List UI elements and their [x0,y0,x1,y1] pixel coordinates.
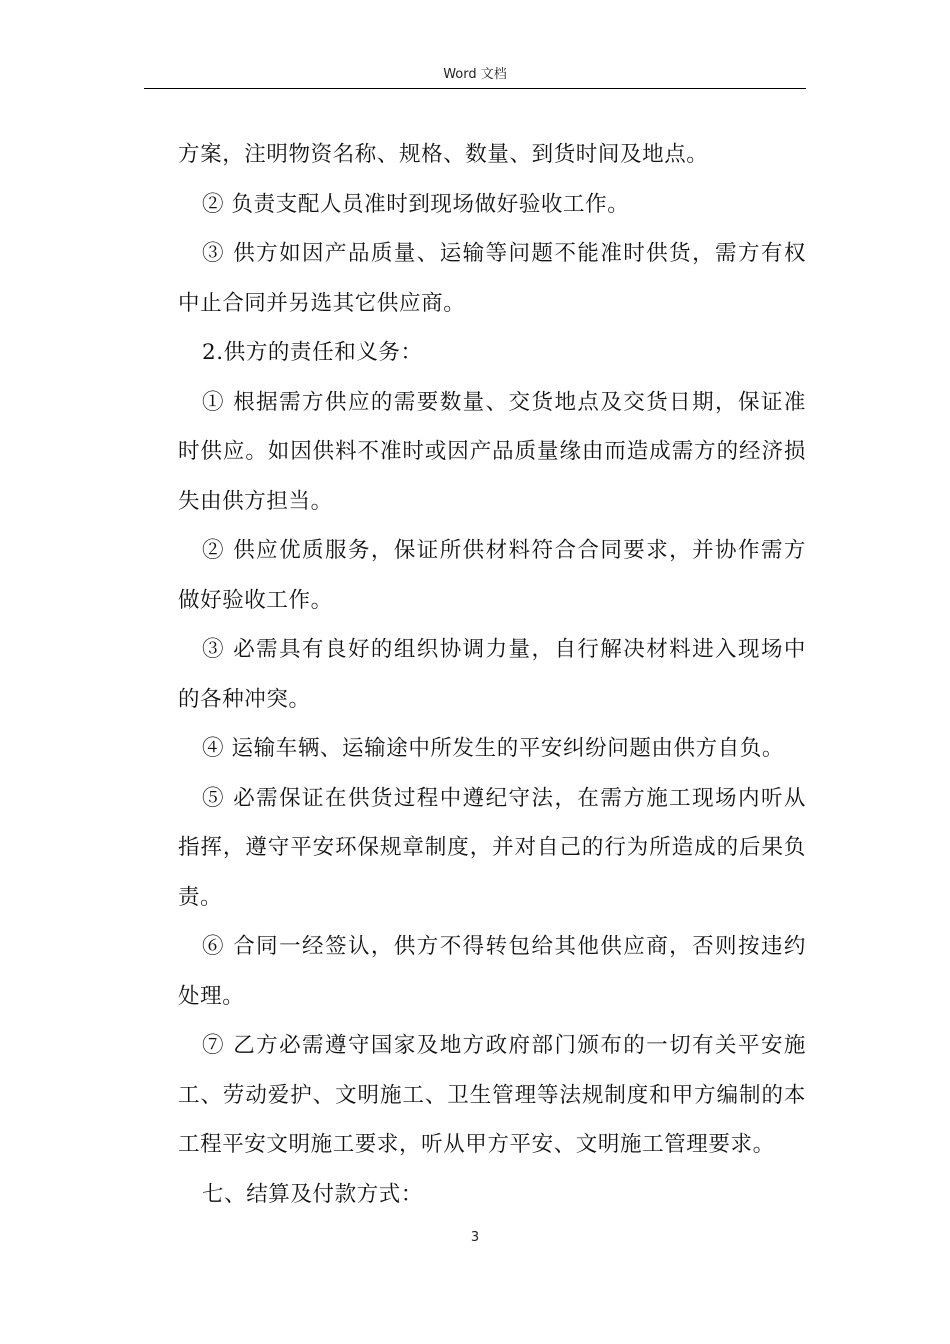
section-heading-settlement: 七、结算及付款方式： [202,1181,424,1207]
paragraph-8: ④ 运输车辆、运输途中所发生的平安纠纷问题由供方自负。 [202,736,785,761]
paragraph-9: ⑤ 必需保证在供货过程中遵纪守法，在需方施工现场内听从指挥，遵守平安环保规章制度，并对自己的行为所造成的后果负责。 [178,785,806,910]
document-body [178,130,806,1219]
paragraph-1: 方案，注明物资名称、规格、数量、到货时间及地点。 [178,142,709,167]
paragraph-4: 2.供方的责任和义务： [202,340,423,365]
paragraph-7: ③ 必需具有良好的组织协调力量，自行解决材料进入现场中的各种冲突。 [178,637,806,712]
page-number: 3 [470,1230,480,1245]
paragraph-5: ① 根据需方供应的需要数量、交货地点及交货日期，保证准时供应。如因供料不准时或因产品质量缘由而造成需方的经济损失由供方担当。 [178,389,806,514]
header-divider [144,88,806,89]
page-header: Word 文档 [443,67,507,82]
paragraph-10: ⑥ 合同一经签认，供方不得转包给其他供应商，否则按违约处理。 [178,934,806,1009]
paragraph-2: ② 负责支配人员准时到现场做好验收工作。 [202,191,630,217]
paragraph-3: ③ 供方如因产品质量、运输等问题不能准时供货，需方有权中止合同并另选其它供应商。 [178,241,806,316]
paragraph-11: ⑦ 乙方必需遵守国家及地方政府部门颁布的一切有关平安施工、劳动爱护、文明施工、卫生管理等法规制度和甲方编制的本工程平安文明施工要求，听从甲方平安、文明施工管理要求。 [178,1033,806,1157]
paragraph-6: ② 供应优质服务，保证所供材料符合合同要求，并协作需方做好验收工作。 [178,538,806,613]
